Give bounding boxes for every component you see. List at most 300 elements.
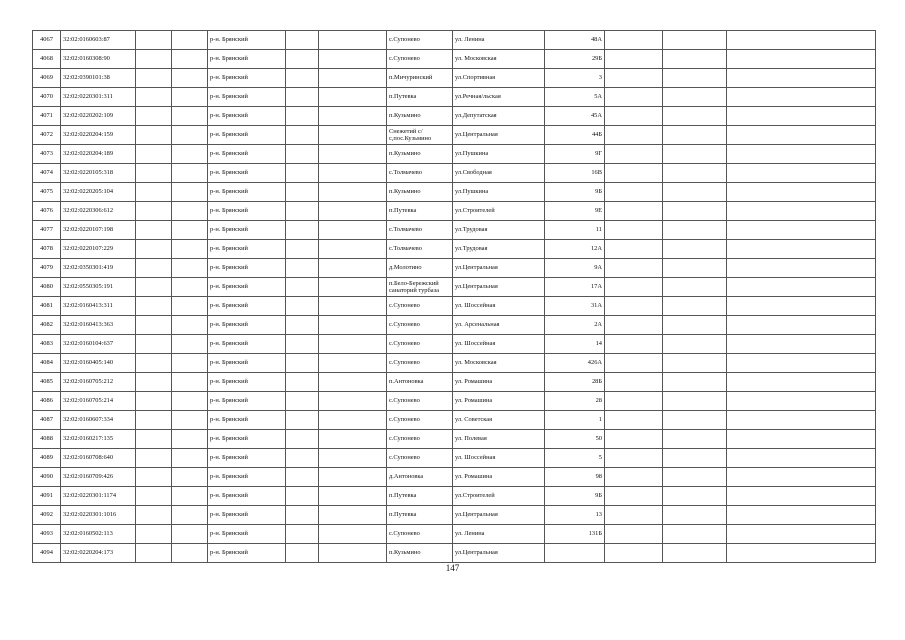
region-cell: р-н. Брянский xyxy=(208,69,286,88)
street-cell: ул.Пушкина xyxy=(453,145,545,164)
empty-cell xyxy=(663,145,727,164)
street-cell: ул.Спортивная xyxy=(453,69,545,88)
settlement-cell: с.Супонево xyxy=(387,354,453,373)
empty-cell xyxy=(727,278,876,297)
row-number: 4091 xyxy=(33,487,61,506)
empty-cell xyxy=(136,335,172,354)
street-cell: ул.Центральная xyxy=(453,278,545,297)
settlement-cell: с.Супонево xyxy=(387,31,453,50)
region-cell: р-н. Брянский xyxy=(208,373,286,392)
empty-cell xyxy=(663,107,727,126)
empty-cell xyxy=(663,69,727,88)
cadastral-number: 32:02:0160502:113 xyxy=(61,525,136,544)
empty-cell xyxy=(663,31,727,50)
empty-cell xyxy=(605,107,663,126)
empty-cell xyxy=(319,430,387,449)
house-cell: 50 xyxy=(545,430,605,449)
empty-cell xyxy=(172,335,208,354)
empty-cell xyxy=(136,202,172,221)
row-number: 4070 xyxy=(33,88,61,107)
cadastral-number: 32:02:0220205:104 xyxy=(61,183,136,202)
house-cell: 13 xyxy=(545,506,605,525)
table-row xyxy=(33,544,876,563)
cadastral-number: 32:02:0160708:640 xyxy=(61,449,136,468)
empty-cell xyxy=(286,221,319,240)
empty-cell xyxy=(286,126,319,145)
house-cell: 14 xyxy=(545,335,605,354)
empty-cell xyxy=(605,506,663,525)
registry-body xyxy=(33,31,876,563)
empty-cell xyxy=(172,50,208,69)
table-row xyxy=(33,202,876,221)
empty-cell xyxy=(605,164,663,183)
empty-cell xyxy=(663,259,727,278)
house-cell: 12А xyxy=(545,240,605,259)
empty-cell xyxy=(172,430,208,449)
empty-cell xyxy=(605,468,663,487)
empty-cell xyxy=(286,525,319,544)
cadastral-number: 32:02:0160705:214 xyxy=(61,392,136,411)
street-cell: ул. Московская xyxy=(453,354,545,373)
empty-cell xyxy=(319,69,387,88)
empty-cell xyxy=(286,145,319,164)
table-row xyxy=(33,278,876,297)
cadastral-number: 32:02:0220301:1174 xyxy=(61,487,136,506)
empty-cell xyxy=(136,107,172,126)
empty-cell xyxy=(136,31,172,50)
row-number: 4080 xyxy=(33,278,61,297)
table-row xyxy=(33,69,876,88)
street-cell: ул. Шоссейная xyxy=(453,449,545,468)
cadastral-number: 32:02:0390101:38 xyxy=(61,69,136,88)
empty-cell xyxy=(605,297,663,316)
empty-cell xyxy=(136,278,172,297)
empty-cell xyxy=(286,354,319,373)
region-cell: р-н. Брянский xyxy=(208,259,286,278)
house-cell: 44Б xyxy=(545,126,605,145)
empty-cell xyxy=(172,240,208,259)
empty-cell xyxy=(727,335,876,354)
table-row xyxy=(33,240,876,259)
empty-cell xyxy=(319,411,387,430)
empty-cell xyxy=(172,297,208,316)
empty-cell xyxy=(727,297,876,316)
cadastral-number: 32:02:0160104:637 xyxy=(61,335,136,354)
empty-cell xyxy=(172,126,208,145)
row-number: 4092 xyxy=(33,506,61,525)
table-row xyxy=(33,259,876,278)
empty-cell xyxy=(319,449,387,468)
settlement-cell: с.Толмачево xyxy=(387,164,453,183)
settlement-cell: п.Антоновка xyxy=(387,373,453,392)
empty-cell xyxy=(663,506,727,525)
empty-cell xyxy=(286,544,319,563)
empty-cell xyxy=(319,31,387,50)
row-number: 4087 xyxy=(33,411,61,430)
empty-cell xyxy=(319,202,387,221)
empty-cell xyxy=(172,468,208,487)
region-cell: р-н. Брянский xyxy=(208,202,286,221)
empty-cell xyxy=(172,411,208,430)
house-cell: 98 xyxy=(545,468,605,487)
empty-cell xyxy=(172,278,208,297)
empty-cell xyxy=(136,126,172,145)
region-cell: р-н. Брянский xyxy=(208,240,286,259)
row-number: 4094 xyxy=(33,544,61,563)
empty-cell xyxy=(319,373,387,392)
empty-cell xyxy=(319,354,387,373)
house-cell xyxy=(545,544,605,563)
house-cell: 9Б xyxy=(545,487,605,506)
empty-cell xyxy=(727,69,876,88)
street-cell: ул. Шоссейная xyxy=(453,297,545,316)
street-cell: ул. Советская xyxy=(453,411,545,430)
empty-cell xyxy=(319,525,387,544)
table-row xyxy=(33,31,876,50)
empty-cell xyxy=(605,525,663,544)
empty-cell xyxy=(136,69,172,88)
cadastral-number: 32:02:0160217:135 xyxy=(61,430,136,449)
empty-cell xyxy=(319,126,387,145)
row-number: 4068 xyxy=(33,50,61,69)
empty-cell xyxy=(727,525,876,544)
table-row xyxy=(33,392,876,411)
table-row xyxy=(33,88,876,107)
empty-cell xyxy=(136,88,172,107)
empty-cell xyxy=(136,525,172,544)
empty-cell xyxy=(727,430,876,449)
empty-cell xyxy=(663,525,727,544)
cadastral-number: 32:02:0220107:198 xyxy=(61,221,136,240)
empty-cell xyxy=(605,354,663,373)
settlement-cell: с.Супонево xyxy=(387,297,453,316)
empty-cell xyxy=(605,31,663,50)
empty-cell xyxy=(605,335,663,354)
empty-cell xyxy=(727,392,876,411)
house-cell: 9А xyxy=(545,259,605,278)
street-cell: ул. Ромашина xyxy=(453,373,545,392)
empty-cell xyxy=(136,221,172,240)
empty-cell xyxy=(136,316,172,335)
street-cell: ул. Ромашина xyxy=(453,392,545,411)
empty-cell xyxy=(172,449,208,468)
empty-cell xyxy=(663,449,727,468)
empty-cell xyxy=(136,297,172,316)
empty-cell xyxy=(136,373,172,392)
settlement-cell: п.Кузьмино xyxy=(387,107,453,126)
street-cell: ул.Свободная xyxy=(453,164,545,183)
house-cell: 2А xyxy=(545,316,605,335)
empty-cell xyxy=(605,126,663,145)
settlement-cell: с.Толмачево xyxy=(387,240,453,259)
region-cell: р-н. Брянский xyxy=(208,544,286,563)
empty-cell xyxy=(172,259,208,278)
house-cell: 31А xyxy=(545,297,605,316)
empty-cell xyxy=(663,487,727,506)
empty-cell xyxy=(727,145,876,164)
street-cell: ул.Речная/льская xyxy=(453,88,545,107)
empty-cell xyxy=(319,278,387,297)
empty-cell xyxy=(136,259,172,278)
empty-cell xyxy=(663,221,727,240)
house-cell: 16В xyxy=(545,164,605,183)
table-row xyxy=(33,487,876,506)
empty-cell xyxy=(136,544,172,563)
street-cell: ул. Ленина xyxy=(453,525,545,544)
empty-cell xyxy=(286,183,319,202)
empty-cell xyxy=(172,69,208,88)
empty-cell xyxy=(136,506,172,525)
table-row xyxy=(33,297,876,316)
empty-cell xyxy=(286,69,319,88)
empty-cell xyxy=(286,50,319,69)
row-number: 4076 xyxy=(33,202,61,221)
house-cell: 9Б xyxy=(545,183,605,202)
empty-cell xyxy=(727,259,876,278)
empty-cell xyxy=(172,373,208,392)
settlement-cell: с.Супонево xyxy=(387,449,453,468)
empty-cell xyxy=(727,487,876,506)
empty-cell xyxy=(663,354,727,373)
empty-cell xyxy=(136,50,172,69)
row-number: 4090 xyxy=(33,468,61,487)
empty-cell xyxy=(319,240,387,259)
empty-cell xyxy=(727,240,876,259)
table-row xyxy=(33,411,876,430)
street-cell: ул. Шоссейная xyxy=(453,335,545,354)
table-row xyxy=(33,373,876,392)
table-row xyxy=(33,316,876,335)
empty-cell xyxy=(319,107,387,126)
empty-cell xyxy=(136,392,172,411)
cadastral-number: 32:02:0220204:189 xyxy=(61,145,136,164)
settlement-cell: Снежетий с/с,пос.Кузьмино xyxy=(387,126,453,145)
table-row xyxy=(33,430,876,449)
house-cell: 9Г xyxy=(545,145,605,164)
empty-cell xyxy=(663,316,727,335)
settlement-cell: с.Супонево xyxy=(387,525,453,544)
empty-cell xyxy=(286,316,319,335)
settlement-cell: п.Путевка xyxy=(387,487,453,506)
empty-cell xyxy=(605,544,663,563)
row-number: 4072 xyxy=(33,126,61,145)
region-cell: р-н. Брянский xyxy=(208,164,286,183)
row-number: 4081 xyxy=(33,297,61,316)
settlement-cell: с.Супонево xyxy=(387,50,453,69)
empty-cell xyxy=(319,544,387,563)
row-number: 4083 xyxy=(33,335,61,354)
empty-cell xyxy=(727,506,876,525)
house-cell: 45А xyxy=(545,107,605,126)
street-cell: ул.Строителей xyxy=(453,487,545,506)
page-number: 147 xyxy=(445,563,460,573)
region-cell: р-н. Брянский xyxy=(208,278,286,297)
table-row xyxy=(33,506,876,525)
region-cell: р-н. Брянский xyxy=(208,31,286,50)
table-row xyxy=(33,183,876,202)
empty-cell xyxy=(172,31,208,50)
settlement-cell: п.Кузьмино xyxy=(387,183,453,202)
empty-cell xyxy=(605,88,663,107)
row-number: 4082 xyxy=(33,316,61,335)
region-cell: р-н. Брянский xyxy=(208,107,286,126)
empty-cell xyxy=(319,145,387,164)
street-cell: ул. Ромашина xyxy=(453,468,545,487)
region-cell: р-н. Брянский xyxy=(208,392,286,411)
empty-cell xyxy=(172,164,208,183)
region-cell: р-н. Брянский xyxy=(208,297,286,316)
settlement-cell: с.Супонево xyxy=(387,430,453,449)
region-cell: р-н. Брянский xyxy=(208,316,286,335)
empty-cell xyxy=(663,373,727,392)
settlement-cell: п.Кузьмино xyxy=(387,145,453,164)
row-number: 4071 xyxy=(33,107,61,126)
row-number: 4085 xyxy=(33,373,61,392)
settlement-cell: с.Супонево xyxy=(387,335,453,354)
street-cell: ул.Депутатская xyxy=(453,107,545,126)
empty-cell xyxy=(605,240,663,259)
empty-cell xyxy=(319,316,387,335)
settlement-cell: д.Антоновка xyxy=(387,468,453,487)
empty-cell xyxy=(727,354,876,373)
empty-cell xyxy=(286,297,319,316)
empty-cell xyxy=(286,411,319,430)
cadastral-number: 32:02:0550305:191 xyxy=(61,278,136,297)
table-row xyxy=(33,335,876,354)
empty-cell xyxy=(136,164,172,183)
empty-cell xyxy=(319,50,387,69)
house-cell: 5А xyxy=(545,88,605,107)
cadastral-number: 32:02:0160413:363 xyxy=(61,316,136,335)
empty-cell xyxy=(663,297,727,316)
cadastral-number: 32:02:0160705:212 xyxy=(61,373,136,392)
row-number: 4079 xyxy=(33,259,61,278)
row-number: 4086 xyxy=(33,392,61,411)
empty-cell xyxy=(319,259,387,278)
empty-cell xyxy=(172,183,208,202)
street-cell: ул.Центральная xyxy=(453,506,545,525)
row-number: 4073 xyxy=(33,145,61,164)
region-cell: р-н. Брянский xyxy=(208,525,286,544)
empty-cell xyxy=(605,221,663,240)
cadastral-number: 32:02:0160405:140 xyxy=(61,354,136,373)
empty-cell xyxy=(136,411,172,430)
region-cell: р-н. Брянский xyxy=(208,50,286,69)
empty-cell xyxy=(727,107,876,126)
empty-cell xyxy=(319,506,387,525)
street-cell: ул.Центральная xyxy=(453,544,545,563)
empty-cell xyxy=(136,449,172,468)
row-number: 4088 xyxy=(33,430,61,449)
street-cell: ул.Трудовая xyxy=(453,221,545,240)
cadastral-number: 32:02:0220105:318 xyxy=(61,164,136,183)
table-row xyxy=(33,468,876,487)
empty-cell xyxy=(172,544,208,563)
empty-cell xyxy=(663,164,727,183)
settlement-cell: д.Молотино xyxy=(387,259,453,278)
empty-cell xyxy=(136,145,172,164)
empty-cell xyxy=(605,259,663,278)
row-number: 4075 xyxy=(33,183,61,202)
settlement-cell: с.Толмачево xyxy=(387,221,453,240)
empty-cell xyxy=(663,411,727,430)
street-cell: ул.Пушкина xyxy=(453,183,545,202)
house-cell: 29Б xyxy=(545,50,605,69)
row-number: 4084 xyxy=(33,354,61,373)
cadastral-number: 32:02:0160607:334 xyxy=(61,411,136,430)
empty-cell xyxy=(663,88,727,107)
row-number: 4067 xyxy=(33,31,61,50)
region-cell: р-н. Брянский xyxy=(208,183,286,202)
settlement-cell: п.Бело-Бережский санаторий турбаза xyxy=(387,278,453,297)
empty-cell xyxy=(286,335,319,354)
empty-cell xyxy=(727,183,876,202)
empty-cell xyxy=(286,107,319,126)
empty-cell xyxy=(319,335,387,354)
empty-cell xyxy=(136,240,172,259)
empty-cell xyxy=(172,221,208,240)
cadastral-number: 32:02:0220107:229 xyxy=(61,240,136,259)
empty-cell xyxy=(605,183,663,202)
empty-cell xyxy=(172,145,208,164)
row-number: 4074 xyxy=(33,164,61,183)
region-cell: р-н. Брянский xyxy=(208,506,286,525)
empty-cell xyxy=(605,145,663,164)
empty-cell xyxy=(319,164,387,183)
street-cell: ул. Московская xyxy=(453,50,545,69)
cadastral-number: 32:02:0160709:426 xyxy=(61,468,136,487)
empty-cell xyxy=(286,202,319,221)
house-cell: 28Б xyxy=(545,373,605,392)
settlement-cell: с.Супонево xyxy=(387,411,453,430)
house-cell: 9Е xyxy=(545,202,605,221)
empty-cell xyxy=(663,468,727,487)
region-cell: р-н. Брянский xyxy=(208,468,286,487)
empty-cell xyxy=(172,392,208,411)
house-cell: 3 xyxy=(545,69,605,88)
empty-cell xyxy=(286,487,319,506)
empty-cell xyxy=(663,202,727,221)
house-cell: 1 xyxy=(545,411,605,430)
street-cell: ул. Ленина xyxy=(453,31,545,50)
empty-cell xyxy=(605,487,663,506)
empty-cell xyxy=(605,449,663,468)
empty-cell xyxy=(605,278,663,297)
empty-cell xyxy=(727,449,876,468)
empty-cell xyxy=(286,373,319,392)
empty-cell xyxy=(605,69,663,88)
empty-cell xyxy=(605,50,663,69)
street-cell: ул. Полевая xyxy=(453,430,545,449)
empty-cell xyxy=(286,506,319,525)
empty-cell xyxy=(172,354,208,373)
settlement-cell: п.Кузьмино xyxy=(387,544,453,563)
table-row xyxy=(33,354,876,373)
street-cell: ул.Центральная xyxy=(453,126,545,145)
table-row xyxy=(33,145,876,164)
empty-cell xyxy=(286,88,319,107)
empty-cell xyxy=(605,316,663,335)
empty-cell xyxy=(172,525,208,544)
empty-cell xyxy=(605,373,663,392)
empty-cell xyxy=(136,183,172,202)
house-cell: 28 xyxy=(545,392,605,411)
empty-cell xyxy=(286,449,319,468)
house-cell: 131Б xyxy=(545,525,605,544)
cadastral-number: 32:02:0160413:311 xyxy=(61,297,136,316)
empty-cell xyxy=(136,354,172,373)
empty-cell xyxy=(663,335,727,354)
